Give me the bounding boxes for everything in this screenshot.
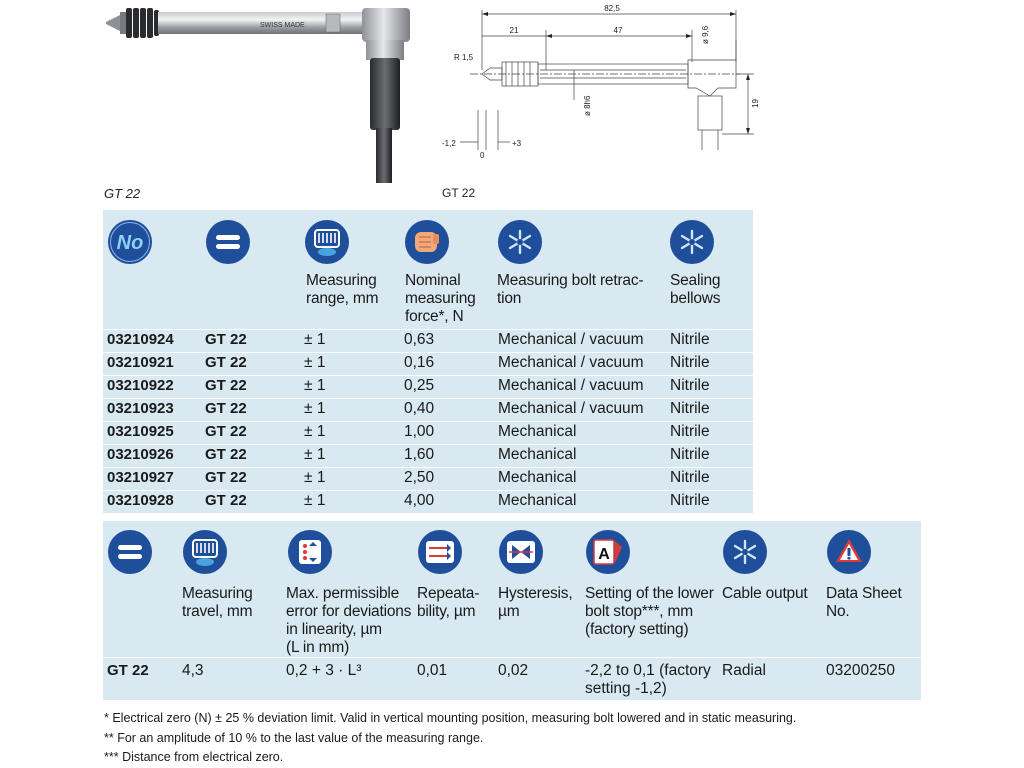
- table-row-model: GT 22: [205, 377, 247, 394]
- table-row-cell: 1,00: [404, 423, 435, 440]
- table-row-divider: [103, 444, 753, 445]
- table-row-cell: Mechanical: [498, 492, 577, 509]
- dim-dia-top: ø 9,6: [701, 25, 710, 44]
- table-row-article-no: 03210928: [107, 492, 174, 509]
- table-row-cell: ± 1: [304, 446, 326, 463]
- table-row-cell: Nitrile: [670, 446, 710, 463]
- table-row-model: GT 22: [205, 400, 247, 417]
- repeatability-icon: [417, 529, 463, 580]
- dim-radius: R 1,5: [454, 53, 474, 62]
- product-photo: [100, 0, 430, 190]
- table-row-cell: Mechanical: [498, 423, 577, 440]
- table-row-cell: 1,60: [404, 446, 435, 463]
- header-measuring-range: Measuring range, mm: [306, 272, 379, 307]
- table-row-cell: 4,00: [404, 492, 435, 509]
- table-row-cell: 0,25: [404, 377, 435, 394]
- table-row-article-no: 03210927: [107, 469, 174, 486]
- header-linearity: Max. permissible error for deviations in linearity, µm (L in mm): [286, 585, 412, 656]
- dim-total: 82,5: [604, 4, 620, 13]
- table-row-cell: Nitrile: [670, 423, 710, 440]
- table-row-cell: 0,16: [404, 354, 435, 371]
- table-row-cell: Mechanical / vacuum: [498, 331, 644, 348]
- spec-repeatability: 0,01: [417, 662, 448, 679]
- hysteresis-icon: [498, 529, 544, 580]
- table-row-divider: [103, 467, 753, 468]
- dim-body: 47: [613, 26, 623, 35]
- table-row-cell: 0,40: [404, 400, 435, 417]
- dim-travel-minus: -1,2: [442, 139, 456, 148]
- header-bolt-stop: Setting of the lower bolt stop***, mm (factory setting): [585, 585, 714, 638]
- table-row-cell: Nitrile: [670, 354, 710, 371]
- drawing-caption: GT 22: [442, 186, 476, 200]
- photo-caption: GT 22: [104, 186, 141, 201]
- sealing-bellows-icon: [669, 219, 715, 270]
- table-row-cell: ± 1: [304, 492, 326, 509]
- spec-bolt-stop: -2,2 to 0,1 (factory setting -1,2): [585, 662, 711, 697]
- table-row-cell: Mechanical / vacuum: [498, 400, 644, 417]
- header-nominal-force: Nominal measuring force*, N: [405, 272, 476, 325]
- table-row-divider: [103, 398, 753, 399]
- cable-output-icon: [722, 529, 768, 580]
- spec-cable-output: Radial: [722, 662, 766, 679]
- table-row-cell: Mechanical: [498, 469, 577, 486]
- table-row-cell: ± 1: [304, 331, 326, 348]
- table-row-model: GT 22: [205, 331, 247, 348]
- table-row-model: GT 22: [205, 469, 247, 486]
- table-row-cell: Mechanical: [498, 446, 577, 463]
- table-row-article-no: 03210922: [107, 377, 174, 394]
- dim-dia-body: ø 8h6: [583, 95, 592, 116]
- retraction-icon: [497, 219, 543, 270]
- table-row-divider: [103, 352, 753, 353]
- table-row-article-no: 03210924: [107, 331, 174, 348]
- spec-travel: 4,3: [182, 662, 204, 679]
- spec-hysteresis: 0,02: [498, 662, 529, 679]
- measuring-travel-icon: [182, 529, 228, 580]
- table-row-cell: Nitrile: [670, 331, 710, 348]
- table-row-divider: [103, 329, 753, 330]
- dim-tip: 21: [509, 26, 519, 35]
- header-measuring-travel: Measuring travel, mm: [182, 585, 253, 620]
- table-row-cell: Nitrile: [670, 469, 710, 486]
- dim-travel-plus: +3: [512, 139, 522, 148]
- table-row-article-no: 03210925: [107, 423, 174, 440]
- table-row-cell: Nitrile: [670, 492, 710, 509]
- header-cable-output: Cable output: [722, 585, 808, 602]
- no-icon: [107, 219, 153, 270]
- header-bolt-retraction: Measuring bolt retrac- tion: [497, 272, 644, 307]
- footnote-3: *** Distance from electrical zero.: [104, 750, 284, 764]
- force-icon: [404, 219, 450, 270]
- dim-height: 19: [751, 99, 760, 108]
- table-row-article-no: 03210926: [107, 446, 174, 463]
- table-row-divider: [103, 490, 753, 491]
- photo-body-label: SWISS MADE: [260, 22, 305, 29]
- header-sealing-bellows: Sealing bellows: [670, 272, 721, 307]
- header-hysteresis: Hysteresis, µm: [498, 585, 573, 620]
- table-row-model: GT 22: [205, 446, 247, 463]
- equals-icon: [205, 219, 251, 270]
- table-row-article-no: 03210923: [107, 400, 174, 417]
- table-row-divider: [103, 375, 753, 376]
- table-row-cell: Nitrile: [670, 400, 710, 417]
- bolt-stop-icon-text: A: [598, 546, 610, 563]
- table-row-cell: ± 1: [304, 354, 326, 371]
- table-row-model: GT 22: [205, 354, 247, 371]
- table-row-cell: Mechanical / vacuum: [498, 377, 644, 394]
- table-row-cell: Nitrile: [670, 377, 710, 394]
- spec-data-sheet: 03200250: [826, 662, 895, 679]
- footnote-2: ** For an amplitude of 10 % to the last value of the measuring range.: [104, 731, 484, 745]
- table-row-cell: Mechanical / vacuum: [498, 354, 644, 371]
- data-sheet-icon: [826, 529, 872, 580]
- linearity-error-icon: [287, 529, 333, 580]
- dim-travel-zero: 0: [480, 151, 485, 160]
- equals-icon: [107, 529, 153, 580]
- table-row-divider: [103, 421, 753, 422]
- table-row-cell: ± 1: [304, 400, 326, 417]
- spec-linearity: 0,2 + 3 · L³: [286, 662, 362, 679]
- table-row-model: GT 22: [205, 423, 247, 440]
- table-row-cell: ± 1: [304, 423, 326, 440]
- table-row-cell: ± 1: [304, 377, 326, 394]
- measuring-range-icon: [304, 219, 350, 270]
- table-row-cell: 2,50: [404, 469, 435, 486]
- no-icon-text: No: [116, 232, 144, 254]
- table-row-cell: 0,63: [404, 331, 435, 348]
- table-row-cell: ± 1: [304, 469, 326, 486]
- spec-table-divider: [103, 657, 921, 658]
- header-repeatability: Repeata- bility, µm: [417, 585, 480, 620]
- bolt-stop-icon: [585, 529, 631, 580]
- header-data-sheet: Data Sheet No.: [826, 585, 902, 620]
- spec-model: GT 22: [107, 662, 149, 679]
- technical-drawing: [440, 0, 770, 180]
- table-row-model: GT 22: [205, 492, 247, 509]
- footnote-1: * Electrical zero (N) ± 25 % deviation limit. Valid in vertical mounting position, measuring bolt lowered and in static measuring.: [104, 711, 797, 725]
- table-row-article-no: 03210921: [107, 354, 174, 371]
